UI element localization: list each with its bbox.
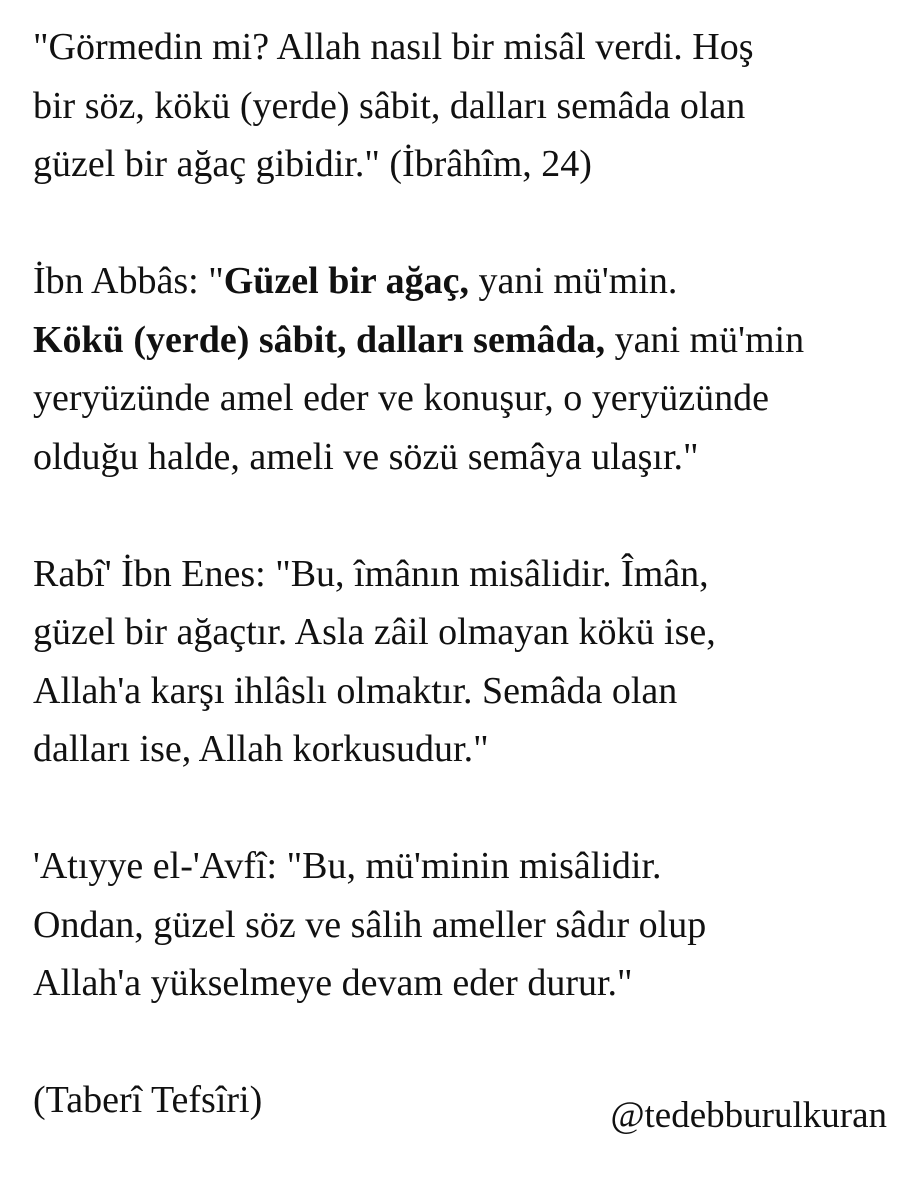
paragraph-spacer — [33, 486, 903, 545]
rabi-line-4: dalları ise, Allah korkusudur." — [33, 728, 489, 770]
paragraph-spacer — [33, 194, 903, 253]
atiyye-line-3: Allah'a yükselmeye devam eder durur." — [33, 962, 633, 1004]
paragraph-spacer — [33, 1013, 903, 1072]
ibn-abbas-bold-phrase-1: Güzel bir ağaç, — [223, 260, 469, 302]
ibn-abbas-line-4: olduğu halde, ameli ve sözü semâya ulaşır." — [33, 435, 699, 478]
ibn-abbas-paragraph — [33, 252, 903, 486]
ibn-abbas-line-3: yeryüzünde amel eder ve konuşur, o yeryüzünde — [33, 377, 770, 419]
ibn-abbas-prefix: İbn Abbâs: " — [33, 260, 224, 302]
ibn-abbas-line-2 — [33, 311, 903, 370]
social-handle: @tedebburulkuran — [610, 1095, 887, 1136]
ibn-abbas-suffix-2: yani mü'min — [605, 318, 805, 361]
verse-line-3: güzel bir ağaç gibidir." (İbrâhîm, 24) — [33, 143, 592, 185]
atiyye-line-2: Ondan, güzel söz ve sâlih ameller sâdır olup — [33, 903, 707, 946]
ibn-abbas-bold-phrase-2: Kökü (yerde) sâbit, dalları semâda, — [33, 318, 606, 361]
verse-line-1: "Görmedin mi? Allah nasıl bir misâl verdi. Hoş — [33, 26, 754, 68]
rabi-line-2: güzel bir ağaçtır. Asla zâil olmayan kökü ise, — [33, 611, 716, 653]
ibn-abbas-line-1 — [33, 252, 903, 311]
verse-paragraph — [33, 18, 903, 194]
verse-line-2: bir söz, kökü (yerde) sâbit, dalları semâda olan — [33, 84, 746, 127]
rabi-line-3: Allah'a karşı ihlâslı olmaktır. Semâda olan — [33, 669, 678, 712]
ibn-abbas-suffix-1: yani mü'min. — [468, 260, 678, 302]
document-body — [33, 18, 903, 1130]
rabi-paragraph — [33, 545, 903, 779]
atiyye-paragraph — [33, 837, 903, 1013]
source-citation: (Taberî Tefsîri) — [33, 1079, 263, 1121]
paragraph-spacer — [33, 779, 903, 838]
atiyye-line-1: 'Atıyye el-'Avfî: "Bu, mü'minin misâlidir. — [33, 845, 662, 887]
rabi-line-1: Rabî' İbn Enes: "Bu, îmânın misâlidir. Îmân, — [33, 552, 709, 595]
